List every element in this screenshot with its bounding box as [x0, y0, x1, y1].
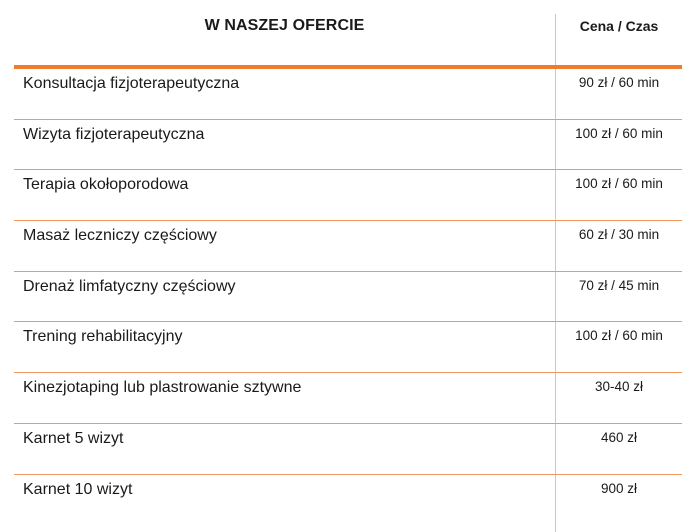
service-name: Terapia okołoporodowa [23, 176, 189, 194]
service-price: 60 zł / 30 min [578, 227, 660, 243]
price-table [14, 0, 682, 532]
header-price: Cena / Czas [579, 18, 659, 34]
table-row [14, 120, 682, 171]
table-row [14, 322, 682, 373]
service-name: Drenaż limfatyczny częściowy [23, 277, 236, 295]
service-name: Masaż leczniczy częściowy [23, 227, 217, 245]
table-row [14, 170, 682, 221]
service-name: Trening rehabilitacyjny [23, 328, 183, 346]
table-row [14, 373, 682, 424]
service-name: Karnet 5 wizyt [23, 429, 124, 447]
table-row [14, 475, 682, 526]
service-price: 90 zł / 60 min [578, 75, 660, 90]
table-body [14, 69, 682, 525]
service-price: 100 zł / 60 min [575, 125, 663, 141]
table-header [14, 0, 682, 66]
service-price: 100 zł / 60 min [575, 176, 663, 192]
header-service: W NASZEJ OFERCIE [204, 17, 365, 34]
table-row [14, 69, 682, 120]
service-price: 100 zł / 60 min [575, 328, 663, 344]
service-price: 30-40 zł [594, 379, 644, 395]
table-row [14, 221, 682, 272]
service-name: Wizyta fizjoterapeutyczna [23, 125, 205, 143]
service-name: Karnet 10 wizyt [23, 480, 133, 498]
service-name: Kinezjotaping lub plastrowanie sztywne [23, 379, 302, 397]
service-price: 70 zł / 45 min [578, 277, 660, 293]
table-row [14, 424, 682, 475]
table-row [14, 272, 682, 323]
service-name: Konsultacja fizjoterapeutyczna [23, 75, 240, 92]
service-price: 900 zł [600, 480, 638, 496]
service-price: 460 zł [600, 429, 638, 445]
